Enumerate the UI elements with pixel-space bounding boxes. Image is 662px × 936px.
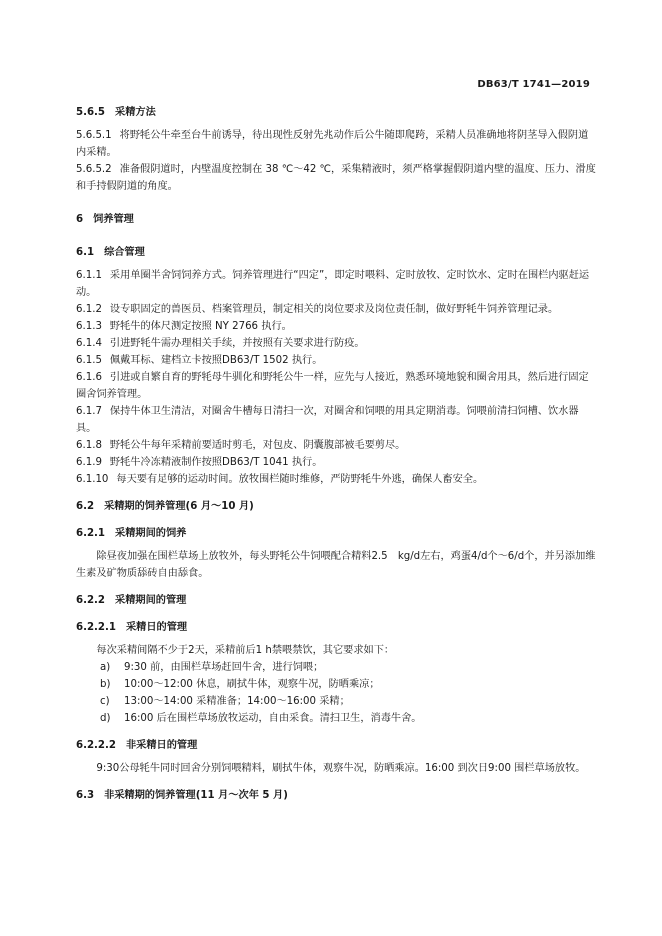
document-body <box>76 104 596 804</box>
list-item-a: a) 9:30 前，由围栏草场赶回牛舍，进行饲喂； <box>100 662 324 673</box>
clause-6-1-7: 6.1.7 保持牛体卫生清洁，对圈舍牛槽每日清扫一次，对圈舍和饲喂的用具定期消毒。饲喂前清扫饲槽、饮水器具。 <box>76 406 579 434</box>
clause-6-1-1: 6.1.1 采用单圈半舍饲饲养方式。饲养管理进行“四定”，即定时喂料、定时放牧、定时饮水、定时在围栏内驱赶运动。 <box>76 270 590 298</box>
clause-6-1-4: 6.1.4 引进野牦牛需办理相关手续，并按照有关要求进行防疫。 <box>76 338 365 349</box>
paragraph-6-2-2-1-intro: 每次采精间隔不少于2天，采精前后1 h禁喂禁饮，其它要求如下： <box>96 645 395 656</box>
heading-6-2-2-1: 6.2.2.1 采精日的管理 <box>76 622 188 633</box>
list-item-c: c) 13:00～14:00 采精准备；14:00～16:00 采精； <box>100 696 350 707</box>
paragraph-6-2-2-2: 9:30公母牦牛同时回舍分别饲喂精料，刷拭牛体，观察牛况，防晒乘凉。16:00 到次日9:00 围栏草场放牧。 <box>96 763 586 774</box>
clause-6-1-5: 6.1.5 佩戴耳标、建档立卡按照DB63/T 1502 执行。 <box>76 355 323 366</box>
clause-5-6-5-2: 5.6.5.2 准备假阴道时，内壁温度控制在 38 ℃～42 ℃，采集精液时，须严格掌握假阴道内壁的温度、压力、滑度和手持假阴道的角度。 <box>76 164 596 192</box>
clause-6-1-3: 6.1.3 野牦牛的体尺测定按照 NY 2766 执行。 <box>76 321 292 332</box>
document-code: DB63/T 1741—2019 <box>477 79 590 90</box>
heading-6-1: 6.1 综合管理 <box>76 247 145 258</box>
list-item-d: d) 16:00 后在围栏草场放牧运动，自由采食。清扫卫生，消毒牛舍。 <box>100 713 422 724</box>
clause-6-1-10: 6.1.10 每天要有足够的运动时间。放牧围栏随时维修，严防野牦牛外逃，确保人畜安全。 <box>76 474 484 485</box>
paragraph-6-2-1: 除昼夜加强在围栏草场上放牧外，每头野牦公牛饲喂配合精料2.5 kg/d左右，鸡蛋4/d个～6/d个，并另添加维生素及矿物质舔砖自由舔食。 <box>76 551 596 579</box>
list-item-b: b) 10:00～12:00 休息，刷拭牛体，观察牛况，防晒乘凉； <box>100 679 380 690</box>
heading-6-3: 6.3 非采精期的饲养管理(11 月～次年 5 月) <box>76 790 288 801</box>
heading-6-2: 6.2 采精期的饲养管理(6 月～10 月) <box>76 501 254 512</box>
heading-6-2-2: 6.2.2 采精期间的管理 <box>76 595 187 606</box>
clause-6-1-6: 6.1.6 引进或自繁自育的野牦母牛驯化和野牦公牛一样，应先与人接近，熟悉环境地貌和圈舍用具，然后进行固定圈舍饲养管理。 <box>76 372 589 400</box>
clause-6-1-9: 6.1.9 野牦牛冷冻精液制作按照DB63/T 1041 执行。 <box>76 457 323 468</box>
heading-6: 6 饲养管理 <box>76 214 134 225</box>
clause-6-1-8: 6.1.8 野牦公牛每年采精前要适时剪毛，对包皮、阴囊腹部被毛要剪尽。 <box>76 440 406 451</box>
heading-6-2-2-2: 6.2.2.2 非采精日的管理 <box>76 740 198 751</box>
heading-6-2-1: 6.2.1 采精期间的饲养 <box>76 528 187 539</box>
clause-6-1-2: 6.1.2 设专职固定的兽医员、档案管理员，制定相关的岗位要求及岗位责任制，做好野牦牛饲养管理记录。 <box>76 304 559 315</box>
clause-5-6-5-1: 5.6.5.1 将野牦公牛牵至台牛前诱导，待出现性反射先兆动作后公牛随即爬跨，采精人员准确地将阴茎导入假阴道内采精。 <box>76 130 589 158</box>
heading-5-6-5: 5.6.5 采精方法 <box>76 107 156 118</box>
